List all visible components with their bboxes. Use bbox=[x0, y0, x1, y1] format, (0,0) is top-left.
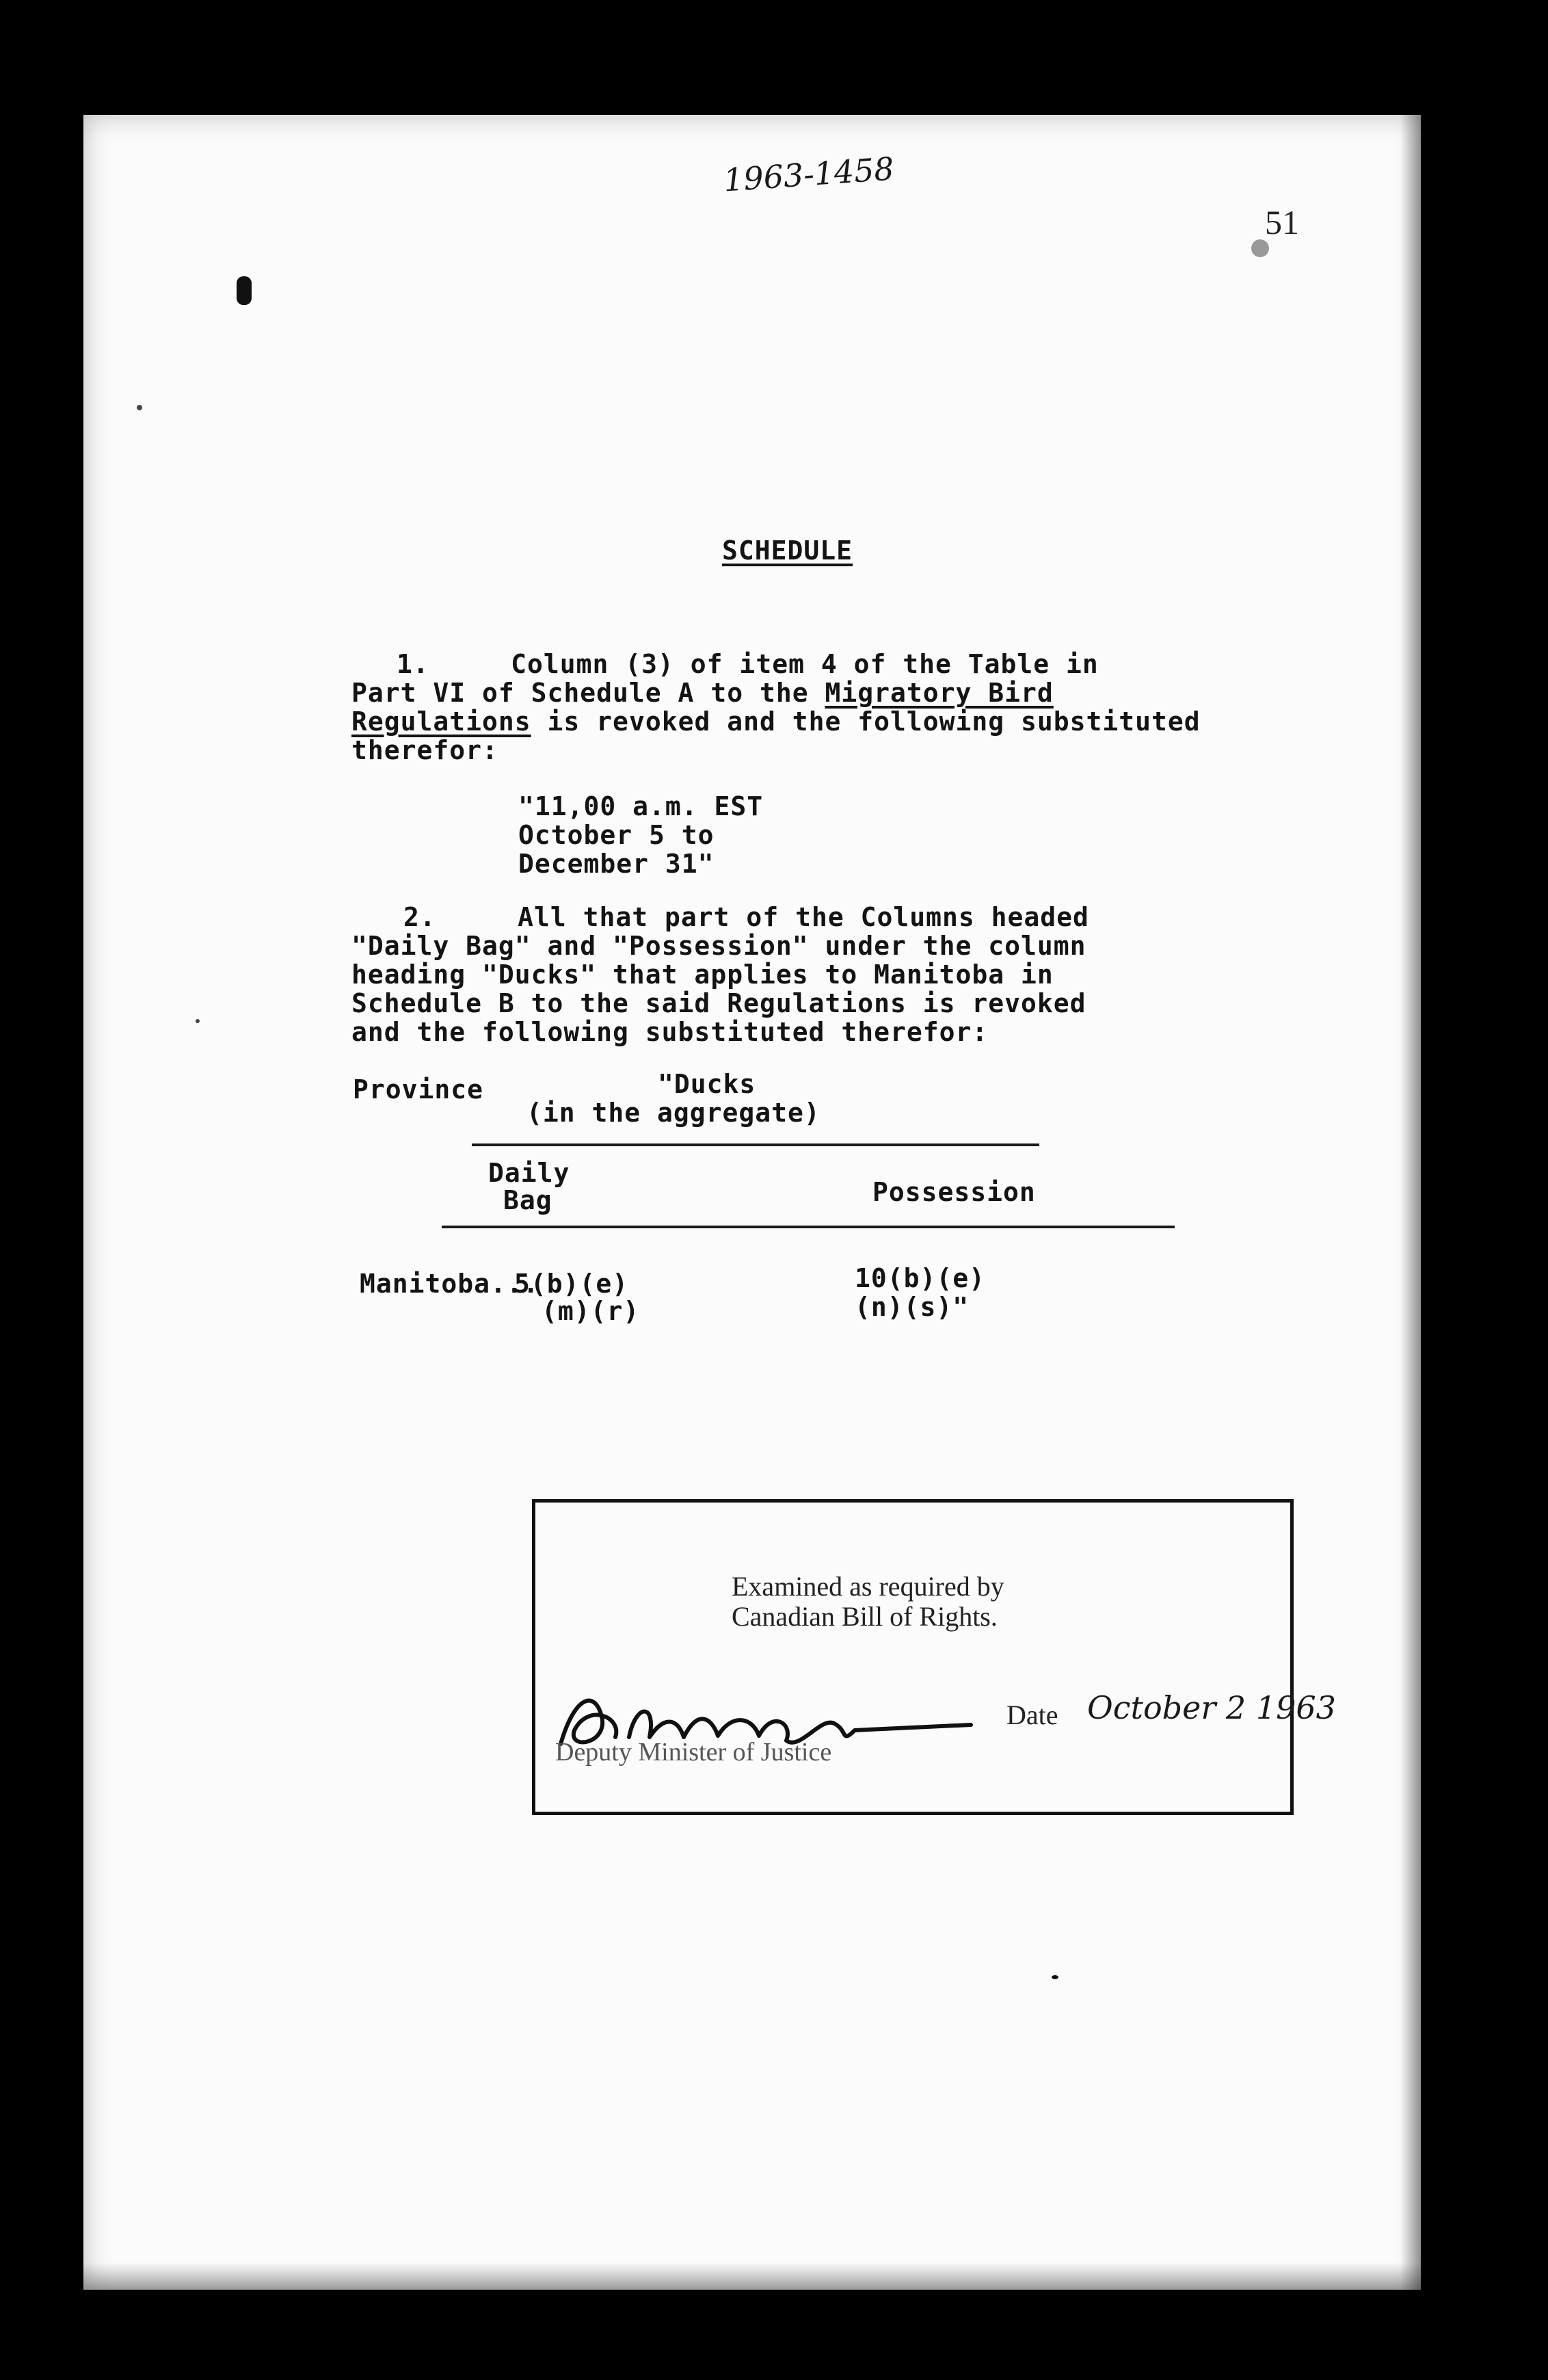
document-sheet bbox=[83, 115, 1421, 2290]
dust-speck bbox=[1052, 1975, 1058, 1979]
page-title: SCHEDULE bbox=[722, 536, 853, 566]
quoted-line-2: October 5 to bbox=[518, 820, 715, 850]
paragraph-2-line-2: "Daily Bag" and "Possession" under the column bbox=[351, 931, 1086, 961]
paper-edge-shadow bbox=[1400, 115, 1421, 2290]
paragraph-1-line-2 bbox=[351, 680, 1054, 706]
reference-number: 1963-1458 bbox=[722, 150, 896, 199]
table-header-daily-bag-1: Daily bbox=[488, 1158, 570, 1188]
paragraph-2-line-1: 2. All that part of the Columns headed bbox=[403, 902, 1089, 932]
paragraph-1-line-4: therefor: bbox=[351, 735, 498, 765]
dust-speck bbox=[196, 1019, 200, 1023]
stamp-line-2: Canadian Bill of Rights. bbox=[732, 1601, 998, 1632]
stamp-date-label: Date bbox=[1006, 1700, 1058, 1730]
table-row-province: Manitoba... bbox=[360, 1269, 539, 1299]
paragraph-2-line-3: heading "Ducks" that applies to Manitoba in bbox=[351, 960, 1054, 990]
table-row-daily-bag-2: (m)(r) bbox=[542, 1296, 640, 1326]
stamp-line-1: Examined as required by bbox=[732, 1571, 1004, 1602]
quoted-line-1: "11,00 a.m. EST bbox=[518, 791, 764, 821]
dust-speck bbox=[137, 405, 142, 410]
paragraph-2-line-5: and the following substituted therefor: bbox=[351, 1017, 989, 1047]
table-row-possession-1: 10(b)(e) bbox=[855, 1263, 986, 1293]
table-row-possession-2: (n)(s)" bbox=[855, 1292, 970, 1322]
table-header-province: Province bbox=[353, 1074, 484, 1105]
stamp-signatory-title: Deputy Minister of Justice bbox=[555, 1738, 832, 1767]
table-rule-bottom bbox=[442, 1226, 1175, 1228]
table-header-possession: Possession bbox=[872, 1177, 1036, 1207]
paper-edge-shadow-bottom bbox=[83, 2262, 1421, 2290]
table-group-header-1: "Ducks bbox=[658, 1069, 756, 1099]
table-group-header-2: (in the aggregate) bbox=[526, 1098, 820, 1128]
paragraph-1-line-3 bbox=[351, 706, 1201, 737]
paragraph-1-line-2-text: Part VI of Schedule A to the bbox=[351, 678, 825, 708]
table-row-daily-bag-1: 5(b)(e) bbox=[514, 1269, 629, 1299]
paragraph-1-line-1: 1. Column (3) of item 4 of the Table in bbox=[397, 649, 1099, 679]
punch-hole-icon bbox=[237, 276, 252, 305]
table-rule-top bbox=[472, 1143, 1039, 1146]
page-number: 51 bbox=[1265, 203, 1299, 241]
stamp-date-value: October 2 1963 bbox=[1087, 1689, 1336, 1726]
paragraph-2-line-4: Schedule B to the said Regulations is revoked bbox=[351, 988, 1086, 1018]
regulation-title-part-1: Migratory Bird bbox=[825, 678, 1054, 708]
regulation-title-part-2: Regulations bbox=[351, 706, 531, 737]
quoted-line-3: December 31" bbox=[518, 849, 715, 879]
table-header-daily-bag-2: Bag bbox=[503, 1185, 552, 1215]
bill-of-rights-stamp bbox=[532, 1499, 1294, 1815]
paragraph-1-line-3-text: is revoked and the following substituted bbox=[531, 706, 1201, 737]
